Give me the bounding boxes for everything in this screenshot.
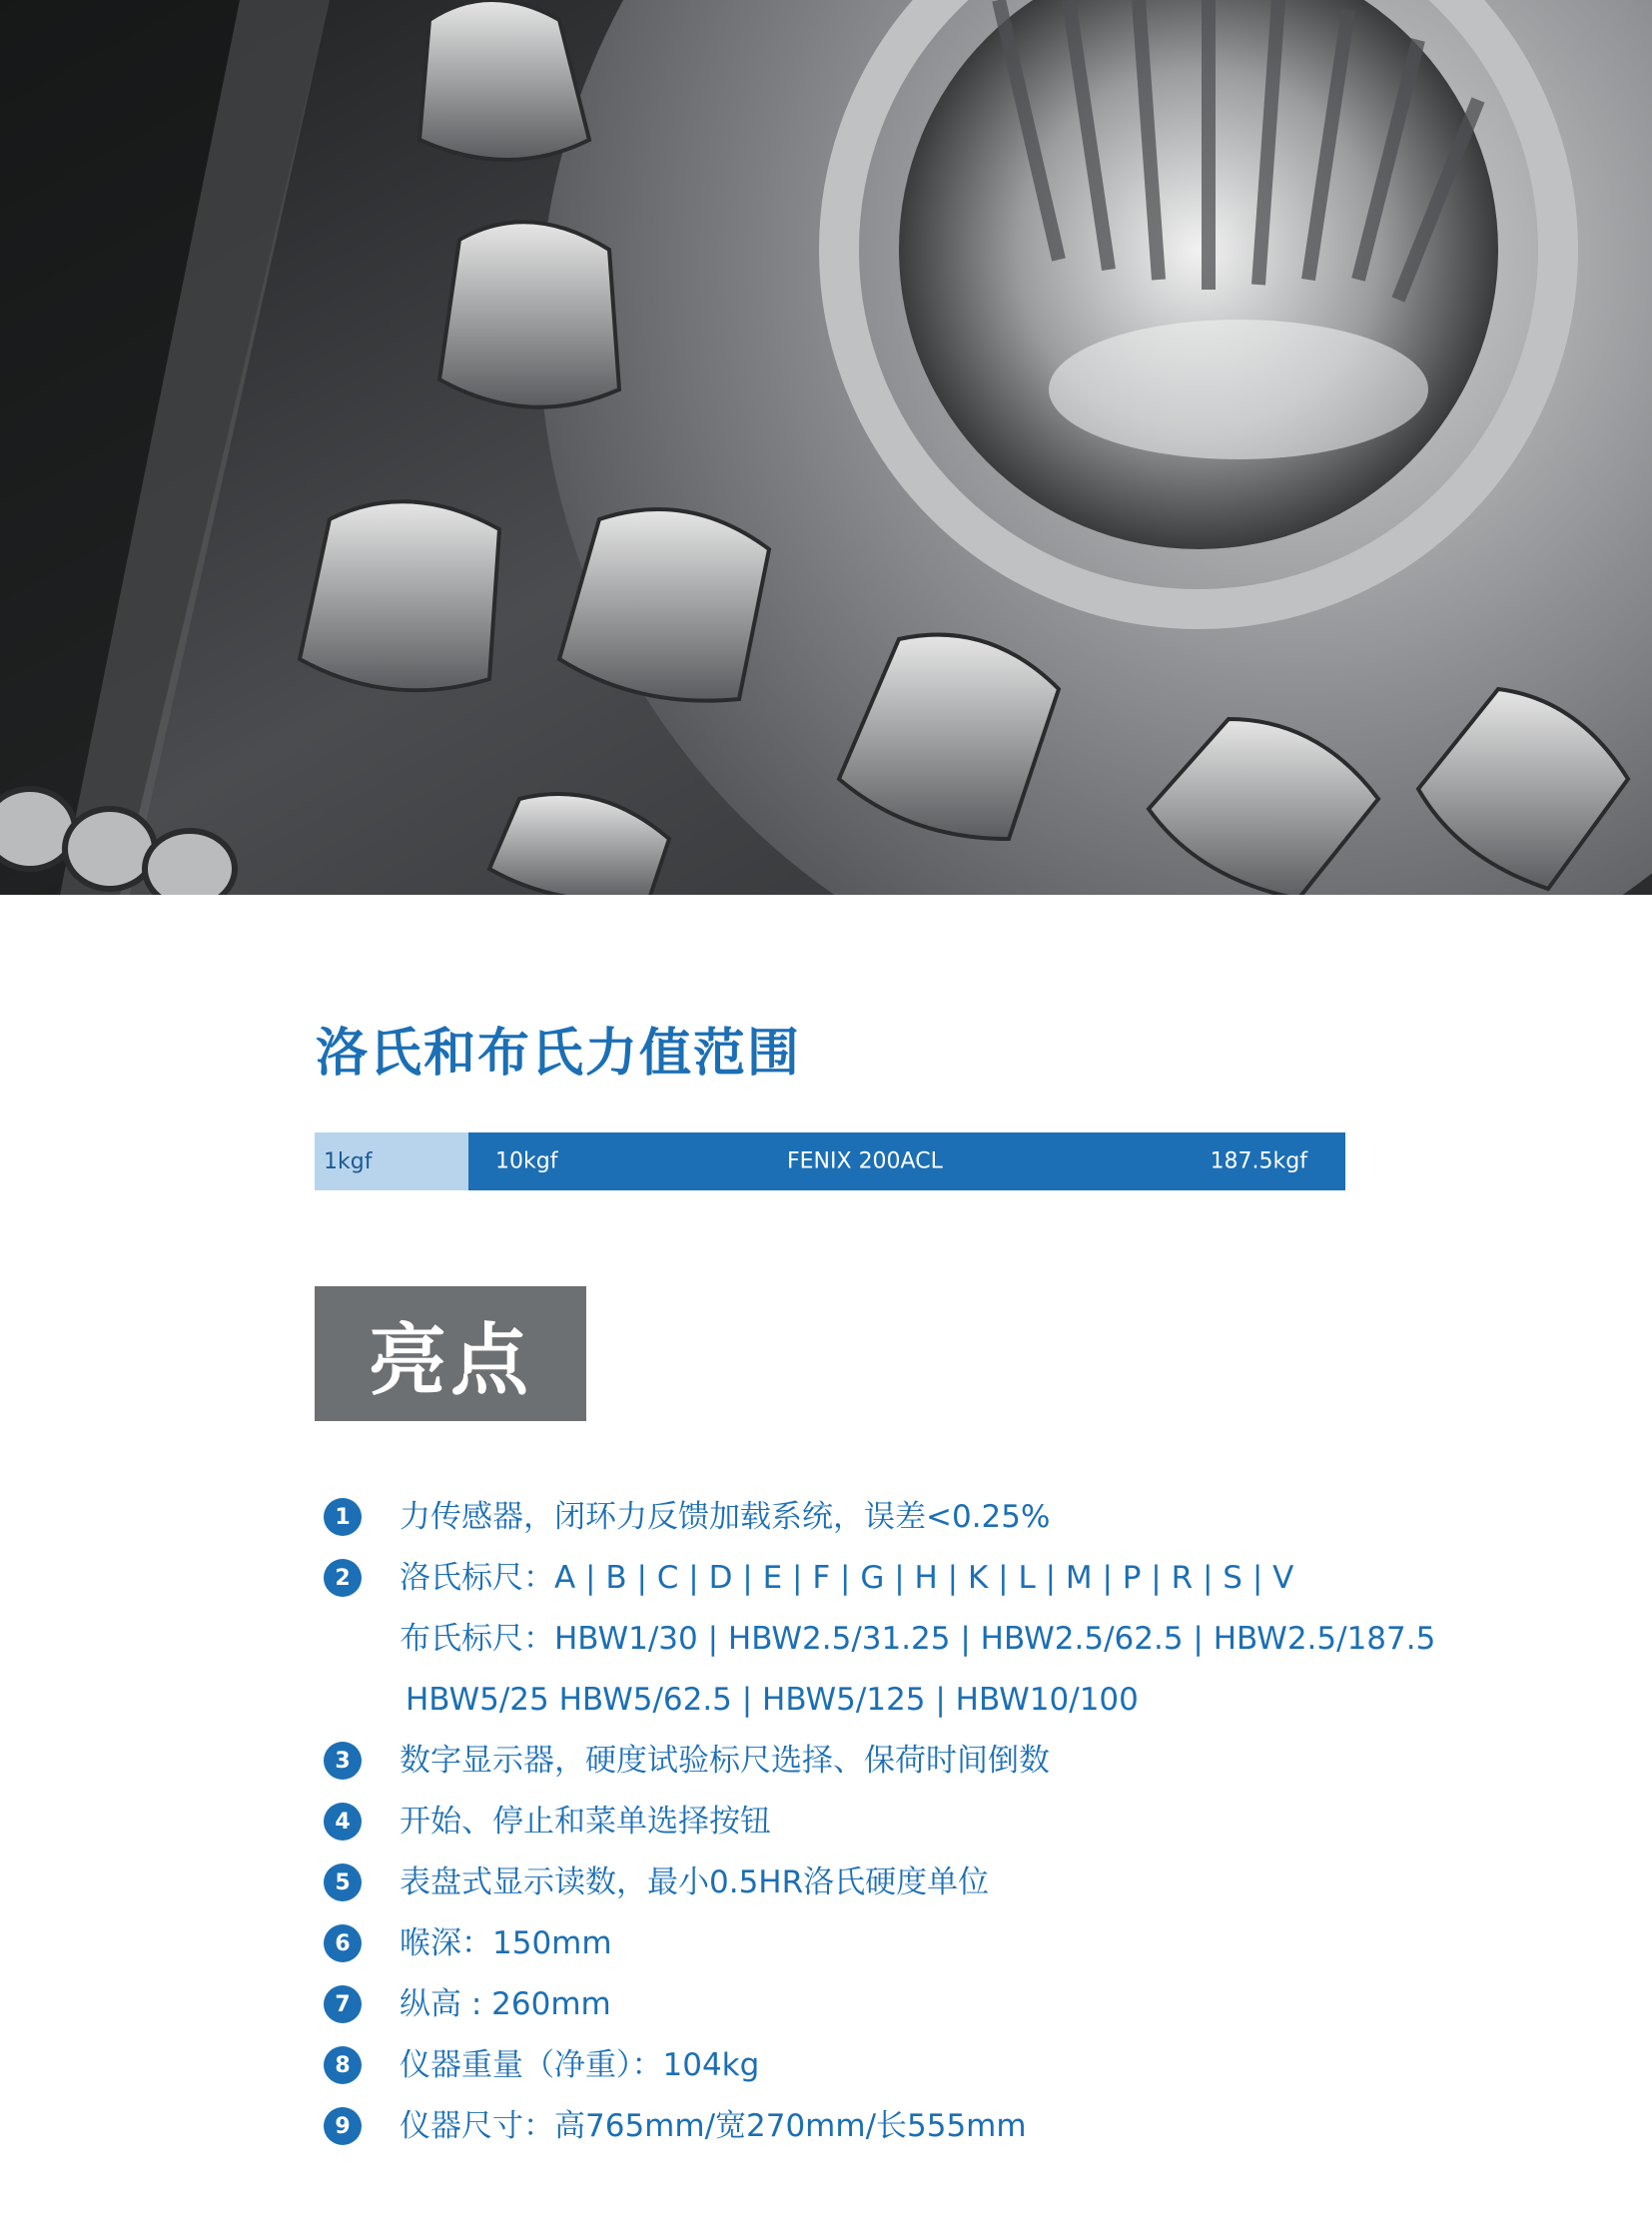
feature-text: 开始、停止和菜单选择按钮 <box>400 1804 771 1840</box>
feature-text: 力传感器，闭环力反馈加载系统，误差<0.25% <box>400 1499 1051 1535</box>
feature-number-badge: 3 <box>324 1742 362 1780</box>
force-main-segment <box>468 1132 1345 1190</box>
feature-text: 表盘式显示读数，最小0.5HR洛氏硬度单位 <box>400 1864 990 1900</box>
gear-illustration <box>0 0 1652 895</box>
feature-number-badge: 4 <box>324 1803 362 1841</box>
force-range-bar <box>315 1132 1345 1190</box>
force-low-label: 10kgf <box>495 1148 558 1174</box>
feature-number-badge: 7 <box>324 1985 362 2023</box>
feature-text: 纵高 : 260mm <box>400 1986 611 2022</box>
feature-number-badge: 5 <box>324 1863 362 1901</box>
feature-number-badge: 9 <box>324 2107 362 2145</box>
feature-text: 喉深：150mm <box>400 1925 612 1961</box>
feature-number-badge: 6 <box>324 1924 362 1962</box>
force-model-label: FENIX 200ACL <box>787 1148 943 1174</box>
force-range-title: 洛氏和布氏力值范围 <box>316 1024 802 1084</box>
feature-text: 洛氏标尺：A | B | C | D | E | F | G | H | K | L | M | P | R | S | V <box>400 1560 1294 1596</box>
hero-gear-image <box>0 0 1652 895</box>
feature-text: 布氏标尺：HBW1/30 | HBW2.5/31.25 | HBW2.5/62.5 | HBW2.5/187.5 <box>400 1621 1436 1657</box>
force-min-label: 1kgf <box>324 1148 373 1174</box>
force-min-segment <box>315 1132 468 1190</box>
feature-number-badge: 2 <box>324 1559 362 1597</box>
feature-text: HBW5/25 HBW5/62.5 | HBW5/125 | HBW10/100 <box>406 1682 1139 1718</box>
highlights-heading: 亮点 <box>315 1286 586 1421</box>
feature-number-badge: 1 <box>324 1498 362 1536</box>
feature-number-badge: 8 <box>324 2046 362 2084</box>
feature-text: 数字显示器，硬度试验标尺选择、保荷时间倒数 <box>400 1743 1050 1779</box>
force-max-label: 187.5kgf <box>1210 1148 1307 1174</box>
feature-text: 仪器重量（净重）：104kg <box>400 2047 760 2083</box>
feature-text: 仪器尺寸：高765mm/宽270mm/长555mm <box>400 2108 1027 2144</box>
